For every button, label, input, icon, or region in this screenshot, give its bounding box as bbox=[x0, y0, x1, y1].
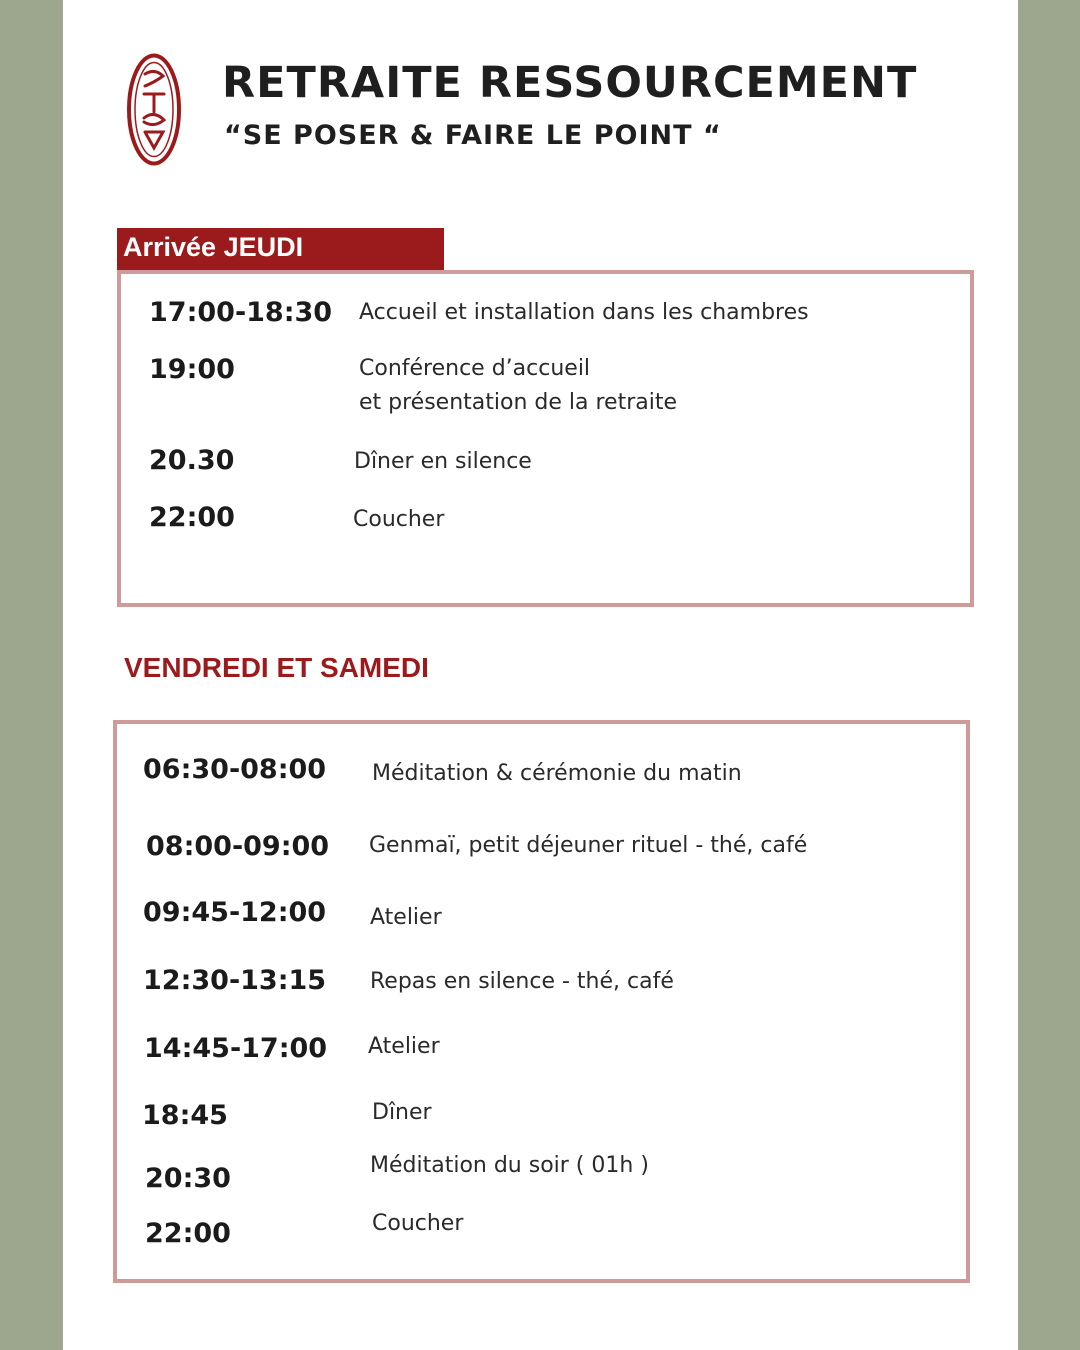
schedule-time: 06:30-08:00 bbox=[143, 754, 327, 785]
schedule-activity: Atelier bbox=[370, 905, 442, 930]
schedule-time: 14:45-17:00 bbox=[144, 1033, 328, 1064]
schedule-activity: Coucher bbox=[353, 507, 445, 532]
schedule-activity: Méditation & cérémonie du matin bbox=[372, 761, 742, 786]
schedule-time: 17:00-18:30 bbox=[149, 297, 333, 328]
schedule-activity: Atelier bbox=[368, 1034, 440, 1059]
schedule-time: 09:45-12:00 bbox=[143, 897, 327, 928]
schedule-activity: Conférence d’accueil bbox=[359, 356, 591, 381]
schedule-activity: Méditation du soir ( 01h ) bbox=[370, 1153, 649, 1178]
page-title: RETRAITE RESSOURCEMENT bbox=[222, 58, 918, 108]
schedule-activity: Genmaï, petit déjeuner rituel - thé, café bbox=[369, 833, 808, 858]
schedule-activity: Dîner en silence bbox=[354, 449, 532, 474]
schedule-time: 18:45 bbox=[142, 1100, 228, 1131]
schedule-activity: Repas en silence - thé, café bbox=[370, 969, 674, 994]
schedule-activity-line2: et présentation de la retraite bbox=[359, 390, 678, 415]
schedule-time: 22:00 bbox=[145, 1218, 231, 1249]
seal-logo-icon bbox=[125, 52, 183, 167]
page-subtitle: “SE POSER & FAIRE LE POINT “ bbox=[224, 120, 722, 151]
schedule-time: 19:00 bbox=[149, 354, 235, 385]
schedule-activity: Dîner bbox=[372, 1100, 432, 1125]
schedule-time: 12:30-13:15 bbox=[143, 965, 327, 996]
schedule-activity: Coucher bbox=[372, 1211, 464, 1236]
section-heading-friday-saturday: VENDREDI ET SAMEDI bbox=[124, 652, 429, 683]
schedule-time: 08:00-09:00 bbox=[146, 831, 330, 862]
schedule-time: 20:30 bbox=[145, 1163, 231, 1194]
schedule-activity: Accueil et installation dans les chambres bbox=[359, 300, 809, 325]
schedule-box-friday-saturday bbox=[113, 720, 970, 1283]
section-heading-thursday: Arrivée JEUDI bbox=[117, 228, 444, 272]
schedule-time: 22:00 bbox=[149, 502, 235, 533]
schedule-time: 20.30 bbox=[149, 445, 235, 476]
